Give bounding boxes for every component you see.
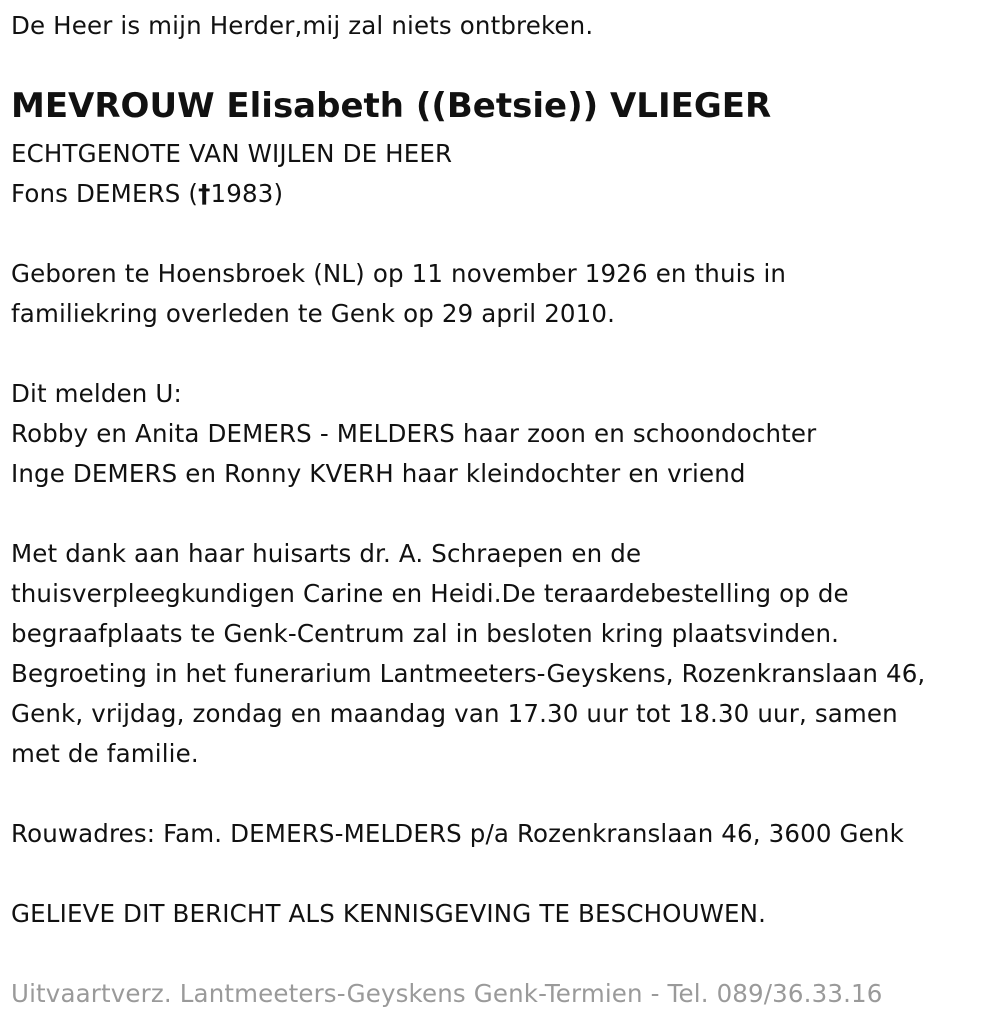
announcers-intro: Dit melden U: bbox=[11, 379, 182, 408]
spouse-prefix: Fons DEMERS ( bbox=[11, 179, 199, 208]
message-line: begraafplaats te Genk-Centrum zal in besloten kring plaatsvinden. bbox=[11, 619, 840, 648]
spouse-death-year: 1983) bbox=[210, 179, 284, 208]
mourning-address: Rouwadres: Fam. DEMERS-MELDERS p/a Rozenkranslaan 46, 3600 Genk bbox=[11, 819, 904, 848]
funeral-home-footer: Uitvaartverz. Lantmeeters-Geyskens Genk-Termien - Tel. 089/36.33.16 bbox=[11, 979, 883, 1008]
opening-verse: De Heer is mijn Herder,mij zal niets ontbreken. bbox=[11, 11, 594, 40]
deceased-name: MEVROUW Elisabeth ((Betsie)) VLIEGER bbox=[11, 86, 772, 126]
message-line: Begroeting in het funerarium Lantmeeters-Geyskens, Rozenkranslaan 46, bbox=[11, 659, 926, 688]
announcer-line: Inge DEMERS en Ronny KVERH haar kleindochter en vriend bbox=[11, 459, 746, 488]
message-line: met de familie. bbox=[11, 739, 199, 768]
death-line: familiekring overleden te Genk op 29 april 2010. bbox=[11, 299, 616, 328]
birth-line: Geboren te Hoensbroek (NL) op 11 november 1926 en thuis in bbox=[11, 259, 787, 288]
spouse-line bbox=[11, 174, 283, 214]
spouse-relation: ECHTGENOTE VAN WIJLEN DE HEER bbox=[11, 139, 453, 168]
message-line: Genk, vrijdag, zondag en maandag van 17.30 uur tot 18.30 uur, samen bbox=[11, 699, 898, 728]
message-line: Met dank aan haar huisarts dr. A. Schraepen en de bbox=[11, 539, 642, 568]
notice-line: GELIEVE DIT BERICHT ALS KENNISGEVING TE BESCHOUWEN. bbox=[11, 899, 767, 928]
announcer-line: Robby en Anita DEMERS - MELDERS haar zoon en schoondochter bbox=[11, 419, 817, 448]
cross-icon: † bbox=[198, 179, 211, 208]
message-line: thuisverpleegkundigen Carine en Heidi.De teraardebestelling op de bbox=[11, 579, 849, 608]
